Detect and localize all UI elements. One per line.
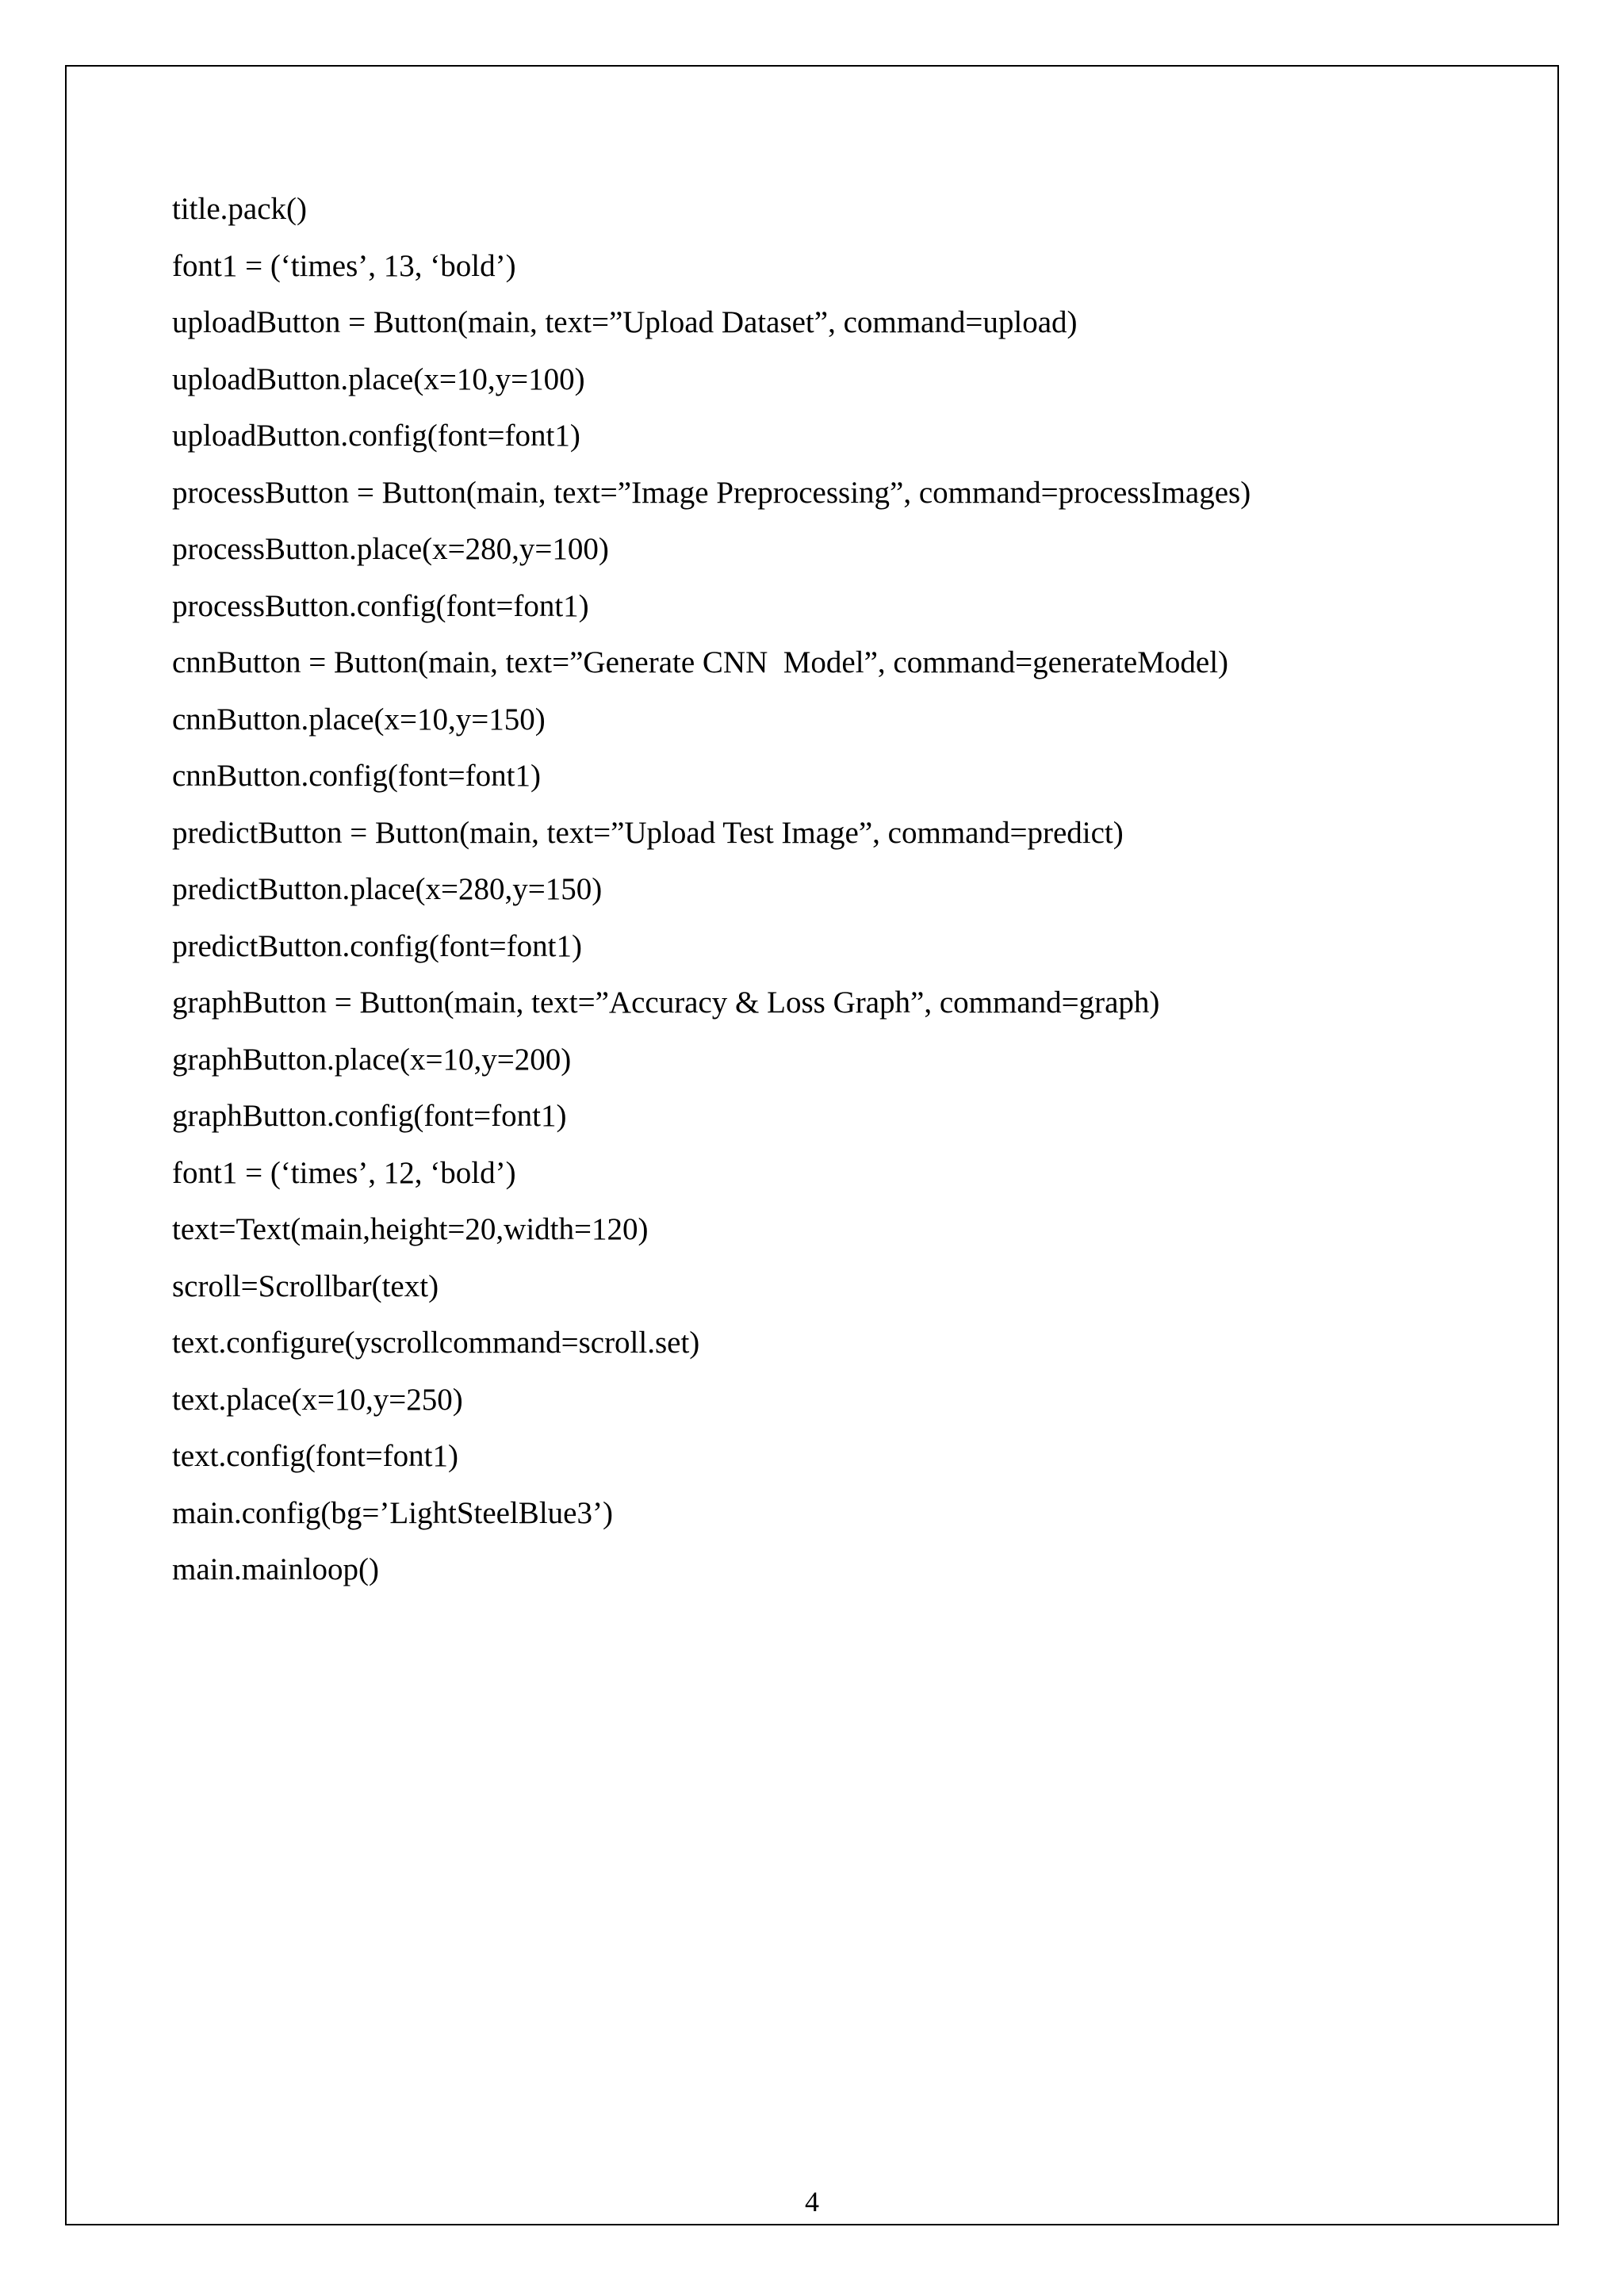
code-line: graphButton = Button(main, text=”Accuracy & Loss Graph”, command=graph): [172, 985, 1160, 1020]
code-line: font1 = (‘times’, 13, ‘bold’): [172, 248, 516, 283]
code-line: predictButton.place(x=280,y=150): [172, 872, 603, 906]
code-line: text.configure(yscrollcommand=scroll.set): [172, 1326, 700, 1360]
code-line: cnnButton.config(font=font1): [172, 759, 541, 793]
code-line: uploadButton = Button(main, text=”Upload Dataset”, command=upload): [172, 305, 1078, 339]
code-line: title.pack(): [172, 192, 307, 226]
code-line: processButton.config(font=font1): [172, 588, 589, 623]
code-line: uploadButton.config(font=font1): [172, 419, 580, 453]
code-line: predictButton.config(font=font1): [172, 928, 582, 963]
code-line: predictButton = Button(main, text=”Upload Test Image”, command=predict): [172, 815, 1124, 850]
code-line: text=Text(main,height=20,width=120): [172, 1212, 649, 1246]
code-line: text.config(font=font1): [172, 1439, 458, 1473]
code-line: text.place(x=10,y=250): [172, 1382, 463, 1417]
code-line: font1 = (‘times’, 12, ‘bold’): [172, 1155, 516, 1190]
code-line: processButton.place(x=280,y=100): [172, 532, 609, 566]
code-line: graphButton.config(font=font1): [172, 1099, 567, 1133]
code-line: processButton = Button(main, text=”Image Preprocessing”, command=processImages): [172, 475, 1251, 510]
code-line: cnnButton.place(x=10,y=150): [172, 702, 546, 737]
code-line: cnnButton = Button(main, text=”Generate CNN Model”, command=generateModel): [172, 645, 1229, 679]
code-line: graphButton.place(x=10,y=200): [172, 1042, 572, 1077]
code-line: main.mainloop(): [172, 1552, 380, 1586]
code-listing: [172, 181, 1520, 1598]
page-number: 4: [805, 2186, 819, 2218]
code-line: scroll=Scrollbar(text): [172, 1269, 439, 1303]
code-line: main.config(bg=’LightSteelBlue3’): [172, 1495, 613, 1530]
code-line: uploadButton.place(x=10,y=100): [172, 362, 585, 396]
